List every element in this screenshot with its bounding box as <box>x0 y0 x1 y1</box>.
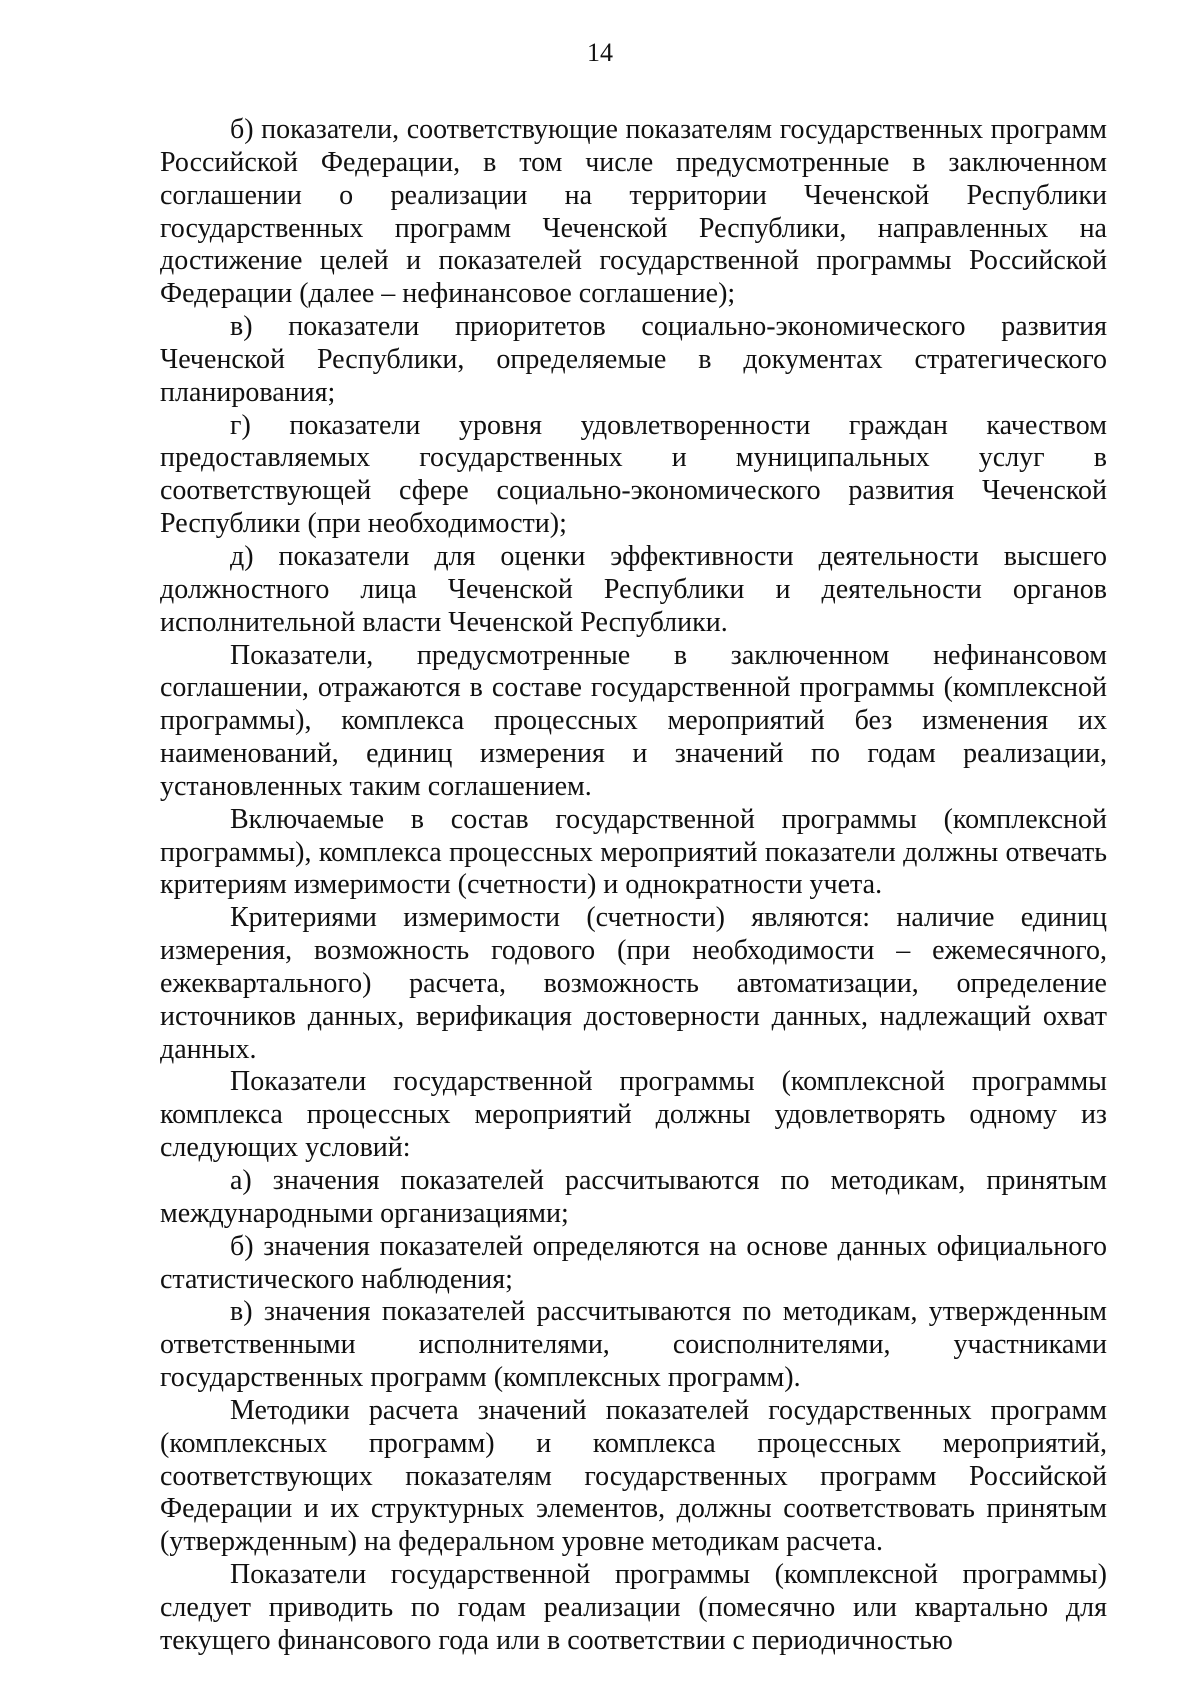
page-number: 14 <box>587 38 613 67</box>
paragraph-condition-b: б) значения показателей определяются на основе данных официального статистического наблюдения; <box>160 1230 1107 1295</box>
paragraph-condition-a: а) значения показателей рассчитываются по методикам, принятым международными организациями; <box>160 1165 1107 1229</box>
paragraph-methodology: Методики расчета значений показателей государственных программ (комплексных программ) и комплекса процессных мероприятий, соответствующих показателям государственных программ Российской Федерации и их структурных элементов, должны соответствовать принятым (утвержденным) на федеральном уровне методикам расчета. <box>160 1394 1107 1558</box>
paragraph-item-b: б) показатели, соответствующие показателям государственных программ Российской Федерации, в том числе предусмотренные в заключенном соглашении о реализации на территории Чеченской Республики государственных программ Чеченской Республики, направленных на достижение целей и показателей государственной программы Российской Федерации (далее – нефинансовое соглашение); <box>160 114 1107 310</box>
paragraph-annual-breakdown: Показатели государственной программы (комплексной программы) следует приводить по годам реализации (помесячно или квартально для текущего финансового года или в соответствии с периодичностью <box>160 1559 1107 1656</box>
paragraph-measurability-requirement: Включаемые в состав государственной программы (комплексной программы), комплекса процессных мероприятий показатели должны отвечать критериям измеримости (счетности) и однократности учета. <box>160 803 1107 901</box>
paragraph-item-v: в) показатели приоритетов социально-экономического развития Чеченской Республики, определяемые в документах стратегического планирования; <box>160 311 1107 408</box>
paragraph-item-d: д) показатели для оценки эффективности деятельности высшего должностного лица Чеченской Республики и деятельности органов исполнительной власти Чеченской Республики. <box>160 540 1107 638</box>
paragraph-condition-v: в) значения показателей рассчитываются по методикам, утвержденным ответственными исполнителями, соисполнителями, участниками государственных программ (комплексных программ). <box>160 1296 1107 1394</box>
paragraph-nonfinancial-agreement: Показатели, предусмотренные в заключенном нефинансовом соглашении, отражаются в составе государственной программы (комплексной программы), комплекса процессных мероприятий без изменения их наименований, единиц измерения и значений по годам реализации, установленных таким соглашением. <box>160 639 1107 802</box>
paragraph-conditions-intro: Показатели государственной программы (комплексной программы комплекса процессных мероприятий должны удовлетворять одному из следующих условий: <box>160 1066 1107 1164</box>
paragraph-item-g: г) показатели уровня удовлетворенности граждан качеством предоставляемых государственных и муниципальных услуг в соответствующей сфере социально-экономического развития Чеченской Республики (при необходимости); <box>160 409 1107 540</box>
paragraph-measurability-criteria: Критериями измеримости (счетности) являются: наличие единиц измерения, возможность годового (при необходимости – ежемесячного, ежеквартального) расчета, возможность автоматизации, определение источников данных, верификация достоверности данных, надлежащий охват данных. <box>160 902 1107 1065</box>
document-body <box>160 114 1107 1658</box>
